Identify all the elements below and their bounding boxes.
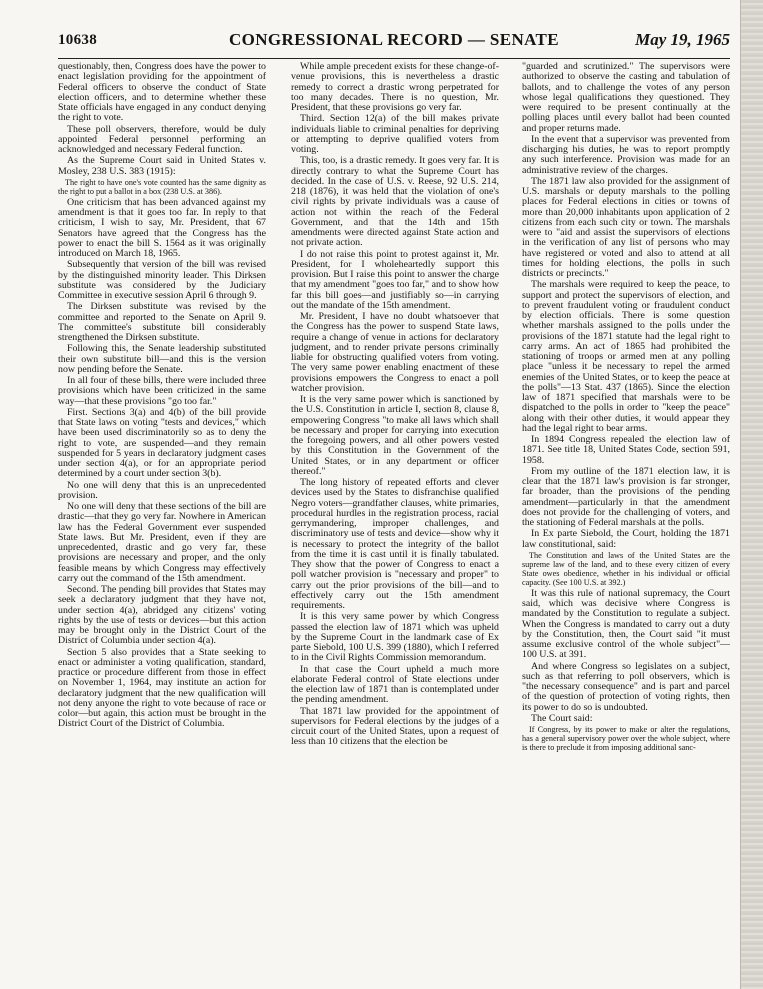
paragraph: The Dirksen substitute was revised by the committee and reported to the Senate on April 9. The committee's substitute bill considerably strengthened the Dirksen substitute. <box>58 301 266 343</box>
paragraph: No one will deny that these sections of the bill are drastic—that they go very far. Nowhere in American law has the Federal Government ever suspended State laws. But Mr. President, even if they are unprecedented, drastic and go very far, these provisions are necessary and proper, and the only feasible means by which Congress may effectively carry out the command of the 15th amendment. <box>58 501 266 584</box>
paragraph: questionably, then, Congress does have the power to enact legislation providing for the appointment of Federal officers to observe the conduct of State election officers, and to determine whether these State officials have engaged in any conduct denying the right to vote. <box>58 62 266 124</box>
paragraph: It is the very same power which is sanctioned by the U.S. Constitution in article I, section 8, clause 8, empowering Congress "to make all laws which shall be necessary and proper for carrying into execution the foregoing powers, and all other powers vested by this Constitution in the Government of the United States, or in any department or officer thereof." <box>291 394 499 477</box>
paragraph: In the event that a supervisor was prevented from discharging his duties, he was to report promptly any such interference. Provision was made for an administrative review of the charges. <box>522 133 730 176</box>
page-header <box>58 30 730 56</box>
paragraph: Mr. President, I have no doubt whatsoever that the Congress has the power to suspend State laws, require a change of venue in actions for declaratory judgment, and to render private persons criminally liable for obstructing qualified voters from voting. The very same power enabling enactment of these provisions empowers the Congress to enact a poll watcher provision. <box>291 311 499 394</box>
paragraph: Third. Section 12(a) of the bill makes private individuals liable to criminal penalties for depriving or attempting to deprive qualified voters from voting. <box>291 113 499 155</box>
paragraph: Section 5 also provides that a State seeking to enact or administer a voting qualification, standard, practice or procedure different from those in effect on November 1, 1964, may institute an action for declaratory judgment that the new qualification will not deny anyone the right to vote because of race or color—but again, this action must be brought in the District Court of the District of Columbia. <box>58 646 266 730</box>
paragraph: The marshals were required to keep the peace, to support and protect the supervisors of election, and to prevent fraudulent voting or fraudulent conduct by election officials. There is some question whether marshals assigned to the polls under the provisions of the 1871 statute had the legal right to carry arms. An act of 1865 had prohibited the stationing of troops or armed men at any polling place "unless it be necessary to repel the armed enemies of the United States, or to keep the peace at the polls"—13 Stat. 437 (1865). Since the election law of 1871 specified that marshals were to be dispatched to the polls in order to "keep the peace" along with their other duties, it would appear they had the legal right to bear arms. <box>522 279 730 434</box>
paragraph: From my outline of the 1871 election law, it is clear that the 1871 law's provision is far stronger, far broader, than the provisions of the pending amendment—particularly in that the amendment does not provide for the challenging of voters, and the stationing of Federal marshals at the polls. <box>522 465 730 528</box>
paragraph: No one will deny that this is an unprecedented provision. <box>58 479 266 501</box>
paragraph: Following this, the Senate leadership substituted their own substitute bill—and this is the version now pending before the Senate. <box>58 343 266 375</box>
paragraph: The Constitution and laws of the United States are the supreme law of the land, and to these every citizen of every State owes obedience, whether in his individual or official capacity. (See 100 U.S. at 392.) <box>522 550 730 587</box>
paragraph: It is this very same power by which Congress passed the election law of 1871 which was upheld by the Supreme Court in the landmark case of Ex parte Siebold, 100 U.S. 399 (1880), which I referred to in the Civil Rights Commission memorandum. <box>291 611 499 664</box>
paragraph: That 1871 law provided for the appointment of supervisors for Federal elections by the judges of a circuit court of the United States, upon a request of less than 10 citizens that the election be <box>291 705 499 748</box>
paragraph: These poll observers, therefore, would be duly appointed Federal personnel performing an acknowledged and necessary Federal function. <box>58 123 266 155</box>
paragraph: As the Supreme Court said in United States v. Mosley, 238 U.S. 383 (1915): <box>58 155 266 177</box>
paragraph: In that case the Court upheld a much more elaborate Federal control of State elections under the election law of 1871 than is contemplated under the pending amendment. <box>291 663 499 706</box>
paragraph: If Congress, by its power to make or alter the regulations, has a general supervisory power over the whole subject, where is there to preclude it from imposing additional sanc- <box>522 725 730 752</box>
paragraph: This, too, is a drastic remedy. It goes very far. It is directly contrary to what the Supreme Court has decided. In the case of U.S. v. Reese, 92 U.S. 214, 218 (1876), it was held that the violation of one's civil rights by private individuals was a cause of action not within the reach of the Federal Government, and that the 14th and 15th amendments were directed against State action and not private action. <box>291 155 499 249</box>
paragraph: Second. The pending bill provides that States may seek a declaratory judgment that they have not, under section 4(a), abridged any citizens' voting rights by the use of tests or devices—but this action may be brought only in the District Court of the District of Columbia under section 4(a). <box>58 584 266 647</box>
header-rule <box>58 58 730 59</box>
paragraph: It was this rule of national supremacy, the Court said, which was decisive where Congress is mandated by the Constitution to regulate a subject. When the Congress is mandated to carry out a duty by the Constitution, then, the Court said "it must assume exclusive control of the whole subject"—100 U.S. at 391. <box>522 587 730 661</box>
paragraph: One criticism that has been advanced against my amendment is that it goes too far. In reply to that criticism, I wish to say, Mr. President, that 67 Senators have agreed that the Congress has the power to enact the bill S. 1564 as it was originally introduced on March 18, 1965. <box>58 196 266 259</box>
issue-date: May 19, 1965 <box>635 30 730 49</box>
paragraph: Subsequently that version of the bill was revised by the distinguished minority leader. This Dirksen substitute was considered by the Judiciary Committee in executive session April 6 through 9. <box>58 259 266 301</box>
text-column-2 <box>291 62 499 952</box>
page-number: 10638 <box>58 32 97 48</box>
paragraph: I do not raise this point to protest against it, Mr. President, for I wholeheartedly support this provision. But I raise this point to answer the charge that my amendment "goes too far," and to show how far this bill goes—and justifiably so—in carrying out the mandate of the 15th amendment. <box>291 248 499 311</box>
paragraph: In 1894 Congress repealed the election law of 1871. See title 18, United States Code, section 591, 1958. <box>522 434 730 466</box>
publication-title: CONGRESSIONAL RECORD — SENATE <box>228 30 560 49</box>
paragraph: The Court said: <box>531 712 593 724</box>
paragraph: The long history of repeated efforts and clever devices used by the States to disfranchise qualified Negro voters—grandfather clauses, white primaries, procedural hurdles in the registration process, racial gerrymandering, improper challenges, and discriminatory use of tests and device—show why it is necessary to protect the integrity of the ballot from the time it is cast until it is finally tabulated. They show that the power of Congress to enact a poll watcher provision is "necessary and proper" to carry out the prior provisions of the bill—and to effectively carry out the 15th amendment requirements. <box>291 477 499 611</box>
paragraph: In Ex parte Siebold, the Court, holding the 1871 law constitutional, said: <box>522 528 730 550</box>
paragraph: The right to have one's vote counted has the same dignity as the right to put a ballot in a box (238 U.S. at 386). <box>58 177 266 196</box>
paragraph: In all four of these bills, there were included three provisions which have been criticized in the same way—that these provisions "go too far." <box>58 375 266 407</box>
paragraph: While ample precedent exists for these change-of-venue provisions, this is nevertheless a drastic remedy to correct a drastic wrong perpetrated for too many decades. There is no question, Mr. President, that these provisions go very far. <box>291 62 499 113</box>
paragraph: First. Sections 3(a) and 4(b) of the bill provide that State laws on voting "tests and devices," which have been used discriminatorily so as to deny the right to vote, are suspended—and they remain suspended for 5 years in declaratory judgment cases under section 4(a), or for an appropriate period determined by a court under section 3(b). <box>58 406 266 480</box>
paragraph: And where Congress so legislates on a subject, such as that referring to poll observers, which is "the necessary consequence" and is part and parcel of the question of protection of voting rights, then its power to do so is undoubted. <box>522 660 730 713</box>
paragraph: The 1871 law also provided for the assignment of U.S. marshals or deputy marshals to the polling places for Federal elections in cities or towns of more than 20,000 inhabitants upon application of 2 citizens from each such city or town. The marshals were to "aid and assist the supervisors of elections in the verification of any list of persons who may have registered or voted and also to attend at all times for holding elections, the polls in such districts or precincts." <box>522 175 730 279</box>
binding-edge <box>740 0 763 989</box>
text-column-3 <box>522 62 730 952</box>
paragraph: "guarded and scrutinized." The supervisors were authorized to observe the casting and tabulation of ballots, and to challenge the votes of any person whose legal qualifications they questioned. They were required to be present continually at the polling places until every ballot had been counted and proper returns made. <box>522 62 730 134</box>
text-column-1 <box>58 62 266 952</box>
